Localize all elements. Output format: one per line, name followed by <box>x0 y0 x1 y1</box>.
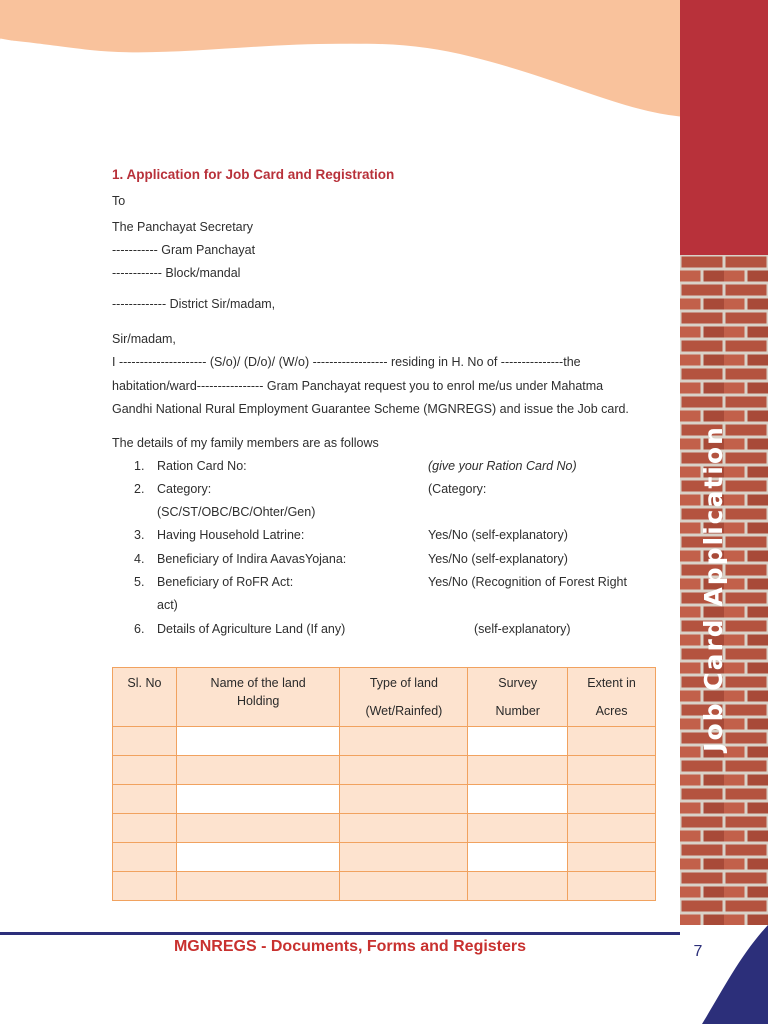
table-header-land-name: Name of the land Holding <box>176 668 340 727</box>
footer-divider <box>0 932 680 935</box>
letter-salutation: Sir/madam, <box>112 332 176 346</box>
table-row <box>113 814 656 843</box>
details-item-number: 3. <box>134 528 145 542</box>
table-cell <box>568 727 656 756</box>
letter-gram-panchayat: ----------- Gram Panchayat <box>112 243 256 257</box>
table-cell <box>113 843 177 872</box>
table-header-land-type: Type of land (Wet/Rainfed) <box>340 668 468 727</box>
table-cell <box>340 785 468 814</box>
table-cell <box>340 814 468 843</box>
table-cell-input[interactable] <box>176 727 340 756</box>
table-cell <box>340 843 468 872</box>
table-header-row <box>113 668 656 727</box>
details-item-number: 1. <box>134 459 145 473</box>
table-cell <box>176 872 340 901</box>
details-item-label: Beneficiary of Indira AavasYojana: <box>157 552 347 566</box>
section-heading: 1. Application for Job Card and Registration <box>112 167 395 182</box>
header-wave-decoration <box>0 0 680 130</box>
table-header-survey-number: Survey Number <box>468 668 568 727</box>
details-item-value: (give your Ration Card No) <box>428 459 577 473</box>
details-item-value: (Category: <box>428 482 487 496</box>
table-cell <box>568 785 656 814</box>
table-cell <box>340 727 468 756</box>
details-item-label: Having Household Latrine: <box>157 528 305 542</box>
details-item-label: Category: <box>157 482 212 496</box>
table-cell <box>568 756 656 785</box>
table-cell <box>468 872 568 901</box>
letter-district: ------------- District Sir/madam, <box>112 297 276 311</box>
table-cell <box>113 756 177 785</box>
letter-addressee: The Panchayat Secretary <box>112 220 254 234</box>
table-cell <box>113 727 177 756</box>
table-cell <box>568 843 656 872</box>
table-cell <box>340 872 468 901</box>
land-details-table <box>112 667 656 901</box>
footer-title: MGNREGS - Documents, Forms and Registers <box>173 938 527 955</box>
table-cell <box>340 756 468 785</box>
details-item-label: Details of Agriculture Land (If any) <box>157 622 346 636</box>
table-row <box>113 756 656 785</box>
table-header-sl-no: Sl. No <box>113 668 177 727</box>
details-item-number: 4. <box>134 552 145 566</box>
details-intro: The details of my family members are as follows <box>112 436 379 450</box>
table-cell <box>113 785 177 814</box>
table-row <box>113 872 656 901</box>
table-cell <box>468 756 568 785</box>
details-item-value: Yes/No (Recognition of Forest Right <box>428 575 627 589</box>
details-item-value: (self-explanatory) <box>474 622 571 636</box>
table-cell-input[interactable] <box>468 785 568 814</box>
page-number: 7 <box>693 943 703 960</box>
letter-block: ------------ Block/mandal <box>112 266 241 280</box>
table-header-extent: Extent in Acres <box>568 668 656 727</box>
details-item-value: Yes/No (self-explanatory) <box>428 552 568 566</box>
table-cell-input[interactable] <box>468 727 568 756</box>
table-row <box>113 727 656 756</box>
side-red-band <box>680 0 768 255</box>
details-item-label: act) <box>157 598 178 612</box>
details-item-label: Beneficiary of RoFR Act: <box>157 575 294 589</box>
table-row <box>113 785 656 814</box>
details-item-value: Yes/No (self-explanatory) <box>428 528 568 542</box>
details-item-number: 6. <box>134 622 145 636</box>
details-item-number: 5. <box>134 575 145 589</box>
table-row <box>113 843 656 872</box>
letter-body-line: I --------------------- (S/o)/ (D/o)/ (W/o) ------------------ residing in H. No of ---------------the <box>112 355 581 369</box>
table-cell <box>468 814 568 843</box>
letter-to: To <box>112 194 126 208</box>
letter-body-line: habitation/ward---------------- Gram Panchayat request you to enrol me/us under Mahatma <box>112 379 604 393</box>
table-cell <box>113 814 177 843</box>
details-item-label: Ration Card No: <box>157 459 247 473</box>
table-cell-input[interactable] <box>176 785 340 814</box>
details-item-label: (SC/ST/OBC/BC/Ohter/Gen) <box>157 505 316 519</box>
table-cell-input[interactable] <box>468 843 568 872</box>
table-cell <box>568 872 656 901</box>
table-cell <box>568 814 656 843</box>
details-item-number: 2. <box>134 482 145 496</box>
side-title: Job Card Application <box>698 424 728 752</box>
table-cell <box>113 872 177 901</box>
table-cell <box>176 814 340 843</box>
table-cell <box>176 756 340 785</box>
table-cell-input[interactable] <box>176 843 340 872</box>
letter-body-line: Gandhi National Rural Employment Guarantee Scheme (MGNREGS) and issue the Job card. <box>112 402 629 416</box>
